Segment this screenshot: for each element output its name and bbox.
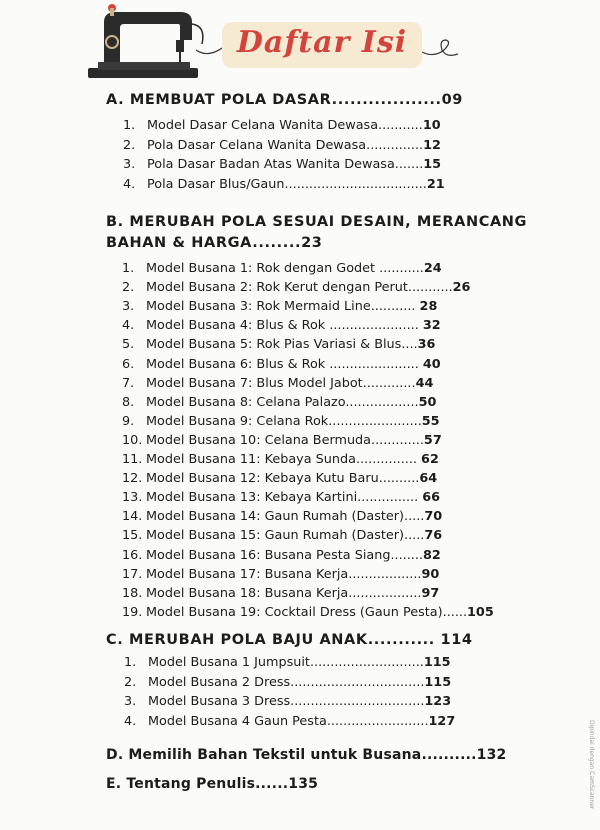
item-number: 3. [123, 157, 136, 172]
item-page: 10 [422, 118, 441, 133]
item-number: 4. [123, 176, 136, 192]
item-number: 13. [122, 490, 143, 506]
item-title: Pola Dasar Blus/Gaun................................... [147, 176, 427, 192]
item-title: Model Busana 9: Celana Rok....................... [146, 413, 422, 429]
toc-item [122, 414, 440, 429]
scanner-watermark: Dipindai dengan CamScanner [588, 720, 595, 810]
item-page: 70 [424, 509, 443, 525]
title-banner [222, 22, 422, 68]
item-page: 76 [424, 528, 443, 544]
item-number: 11. [122, 452, 143, 467]
item-title: Model Busana 5: Rok Pias Variasi & Blus.... [146, 337, 418, 353]
toc-item [124, 675, 451, 690]
toc-item [122, 471, 437, 486]
item-number: 10. [122, 432, 143, 448]
item-number: 1. [123, 118, 136, 133]
item-title: Pola Dasar Celana Wanita Dewasa.............. [147, 137, 424, 153]
toc-item [123, 138, 441, 153]
item-number: 3. [122, 299, 135, 315]
item-title: Model Busana 15: Gaun Rumah (Daster)..... [146, 528, 425, 544]
entry-page: 135 [288, 776, 319, 792]
toc-item [122, 318, 441, 333]
item-number: 17. [122, 566, 143, 582]
toc-item [123, 177, 445, 192]
section-c-heading: C. MERUBAH POLA BAJU ANAK........... 114 [106, 632, 473, 648]
entry-text: D. Memilih Bahan Tekstil untuk Busana.......... [106, 747, 477, 763]
toc-item [122, 337, 435, 352]
item-title: Model Busana 8: Celana Palazo.................. [146, 394, 419, 410]
toc-item [122, 357, 441, 372]
item-page: 21 [426, 176, 445, 192]
entry-text: E. Tentang Penulis...... [106, 776, 289, 792]
item-number: 1. [122, 261, 135, 276]
item-number: 12. [122, 471, 143, 487]
toc-item [122, 605, 494, 620]
item-page: 36 [417, 337, 436, 353]
toc-item [122, 280, 470, 295]
item-number: 19. [122, 604, 143, 620]
item-page: 82 [423, 547, 441, 563]
item-title: Model Busana 18: Busana Kerja.................. [146, 585, 422, 601]
item-title: Model Busana 19: Cocktail Dress (Gaun Pesta)...... [146, 604, 468, 620]
item-page: 15 [423, 157, 442, 172]
item-title: Model Busana 13: Kebaya Kartini............... [146, 490, 423, 506]
item-page: 32 [422, 318, 441, 334]
section-b-heading: B. MERUBAH POLA SESUAI DESAIN, MERANCANG [106, 214, 528, 230]
toc-item [122, 548, 441, 563]
item-title: Model Busana 12: Kebaya Kutu Baru.......... [146, 471, 420, 487]
item-page: 26 [452, 280, 471, 296]
item-title: Model Busana 1: Rok dengan Godet ........... [146, 261, 424, 276]
item-page: 24 [423, 261, 442, 276]
page-title: Daftar Isi [236, 25, 408, 60]
section-d-entry [106, 747, 506, 763]
toc-item [122, 490, 440, 505]
item-number: 9. [122, 413, 135, 429]
item-number: 4. [122, 318, 135, 334]
item-page: 105 [467, 604, 494, 620]
toc-item [122, 528, 442, 543]
item-page: 50 [418, 394, 437, 410]
item-page: 97 [421, 585, 440, 601]
item-page: 44 [415, 375, 434, 391]
item-title: Model Busana 17: Busana Kerja.................. [146, 566, 422, 582]
item-number: 5. [122, 337, 135, 353]
item-page: 115 [423, 655, 451, 670]
item-page: 115 [424, 674, 452, 690]
item-title: Model Busana 11: Kebaya Sunda............... [146, 452, 422, 467]
item-page: 127 [428, 713, 456, 729]
item-title: Model Dasar Celana Wanita Dewasa........... [147, 118, 423, 133]
item-page: 90 [421, 566, 440, 582]
toc-item [124, 714, 455, 729]
item-title: Model Busana 10: Celana Bermuda............. [146, 432, 424, 448]
item-number: 2. [123, 137, 136, 153]
section-b-heading-line2: BAHAN & HARGA........23 [106, 235, 323, 251]
section-a-heading: A. MEMBUAT POLA DASAR..................09 [106, 92, 463, 108]
toc-item [122, 567, 439, 582]
entry-page: 132 [476, 747, 507, 763]
item-number: 15. [122, 528, 143, 544]
toc-item [122, 433, 442, 448]
item-page: 12 [423, 137, 441, 153]
item-page: 57 [423, 432, 442, 448]
item-title: Model Busana 1 Jumpsuit............................ [148, 655, 424, 670]
item-page: 62 [421, 452, 439, 467]
section-e-entry [106, 776, 318, 792]
item-title: Model Busana 6: Blus & Rok ...................... [146, 356, 423, 372]
item-page: 66 [422, 490, 441, 506]
item-number: 18. [122, 585, 143, 601]
item-page: 40 [422, 356, 441, 372]
toc-item [122, 261, 442, 276]
toc-item [122, 586, 439, 601]
toc-item [122, 452, 439, 467]
header [0, 0, 600, 90]
item-number: 2. [124, 674, 137, 690]
toc-item [122, 509, 442, 524]
item-page: 55 [421, 413, 440, 429]
item-title: Model Busana 2: Rok Kerut dengan Perut........... [146, 280, 453, 296]
toc-item [122, 376, 433, 391]
sewing-machine-icon [84, 4, 214, 84]
item-number: 4. [124, 713, 137, 729]
item-number: 1. [124, 655, 137, 670]
item-title: Model Busana 4: Blus & Rok ...................... [146, 318, 423, 334]
item-title: Model Busana 3 Dress................................. [148, 694, 425, 709]
item-title: Model Busana 16: Busana Pesta Siang........ [146, 547, 424, 563]
item-number: 14. [122, 509, 143, 525]
toc-item [123, 157, 441, 172]
item-title: Model Busana 2 Dress................................. [148, 674, 425, 690]
toc-item [122, 299, 437, 314]
item-number: 2. [122, 280, 135, 296]
toc-item [123, 118, 441, 133]
item-number: 16. [122, 547, 143, 563]
item-page: 123 [424, 694, 452, 709]
item-page: 28 [419, 299, 438, 315]
item-number: 3. [124, 694, 137, 709]
item-number: 7. [122, 375, 135, 391]
item-title: Model Busana 14: Gaun Rumah (Daster)..... [146, 509, 425, 525]
item-number: 6. [122, 356, 135, 372]
item-page: 64 [419, 471, 438, 487]
item-title: Pola Dasar Badan Atas Wanita Dewasa....... [147, 157, 424, 172]
toc-item [124, 694, 451, 709]
toc-item [124, 655, 451, 670]
item-number: 8. [122, 394, 135, 410]
item-title: Model Busana 7: Blus Model Jabot............. [146, 375, 416, 391]
toc-item [122, 395, 436, 410]
item-title: Model Busana 3: Rok Mermaid Line........... [146, 299, 420, 315]
item-title: Model Busana 4 Gaun Pesta......................... [148, 713, 429, 729]
